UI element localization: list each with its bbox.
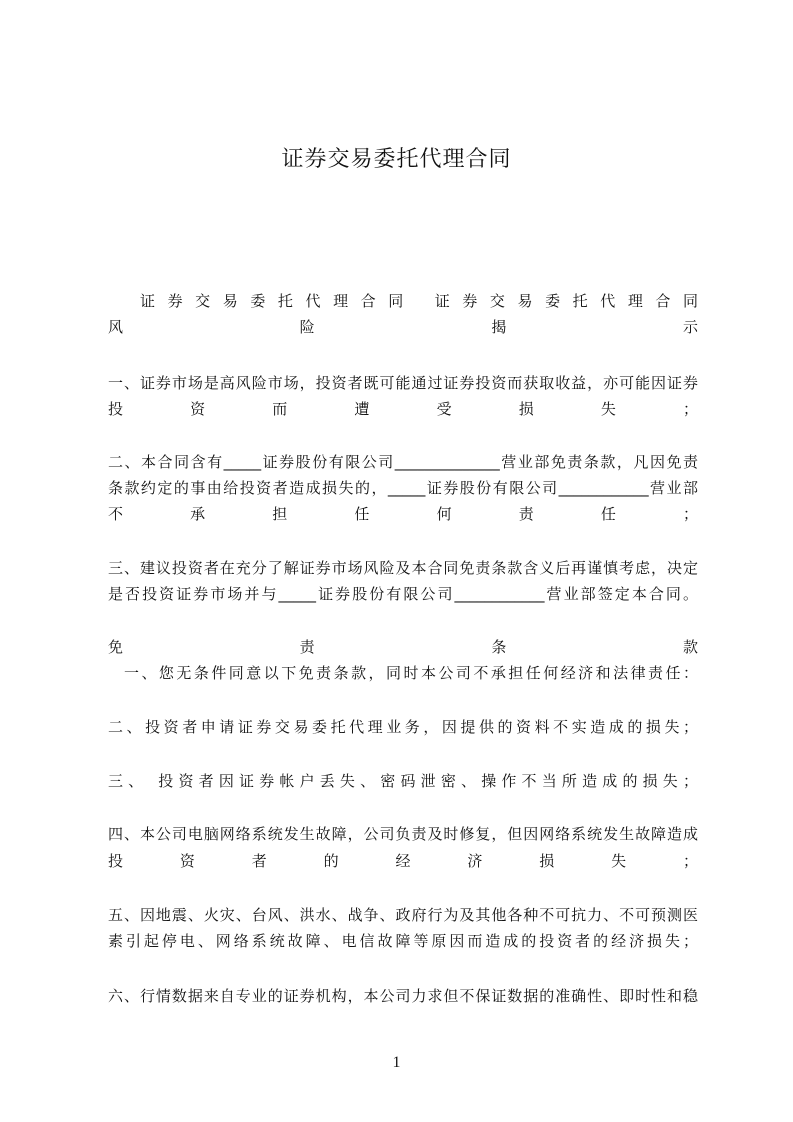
risk-item-1-line-2: 投 资 而 遭 受 损 失 ； [108,400,698,418]
disclaimer-item-2: 二、投资者申请证券交易委托代理业务，因提供的资料不实造成的损失； [108,718,698,736]
disclaimer-heading: 免 责 条 款 [108,638,698,656]
document-title: 证券交易委托代理合同 [281,147,512,172]
risk-disclosure-heading: 风 险 揭 示 [108,318,698,336]
risk-item-3-line-2: 是否投资证券市场并与_____证券股份有限公司____________营业部签定本合同。 [108,585,698,603]
disclaimer-item-5-line-1: 五、因地震、火灾、台风、洪水、战争、政府行为及其他各种不可抗力、不可预测医 [108,906,698,924]
disclaimer-item-6-line-1: 六、行情数据来自专业的证券机构，本公司力求但不保证数据的准确性、即时性和稳 [108,987,698,1005]
risk-item-2-line-3: 不 承 担 任 何 责 任 ； [108,505,698,523]
intro-line: 证 券 交 易 委 托 代 理 合 同 证 券 交 易 委 托 代 理 合 同 [140,292,698,310]
risk-item-3-line-1: 三、建议投资者在充分了解证券市场风险及本合同免责条款含义后再谨慎考虑，决定 [108,559,698,577]
disclaimer-item-4-line-2: 投 资 者 的 经 济 损 失 ； [108,852,698,870]
risk-item-1-line-1: 一、证券市场是高风险市场，投资者既可能通过证券投资而获取收益，亦可能因证券 [108,374,698,392]
risk-item-2-line-2: 条款约定的事由给投资者造成损失的，_____证券股份有限公司____________营业部 [108,479,698,497]
disclaimer-item-4-line-1: 四、本公司电脑网络系统发生故障，公司负责及时修复，但因网络系统发生故障造成 [108,825,698,843]
disclaimer-item-1: 一、您无条件同意以下免责条款，同时本公司不承担任何经济和法律责任： [124,664,698,682]
disclaimer-item-3: 三、 投资者因证券帐户丢失、密码泄密、操作不当所造成的损失； [108,772,698,790]
page-number: 1 [392,1054,401,1071]
risk-item-2-line-1: 二、本合同含有_____证券股份有限公司______________营业部免责条款，凡因免责 [108,453,698,471]
disclaimer-item-5-line-2: 素引起停电、网络系统故障、电信故障等原因而造成的投资者的经济损失； [108,932,698,950]
